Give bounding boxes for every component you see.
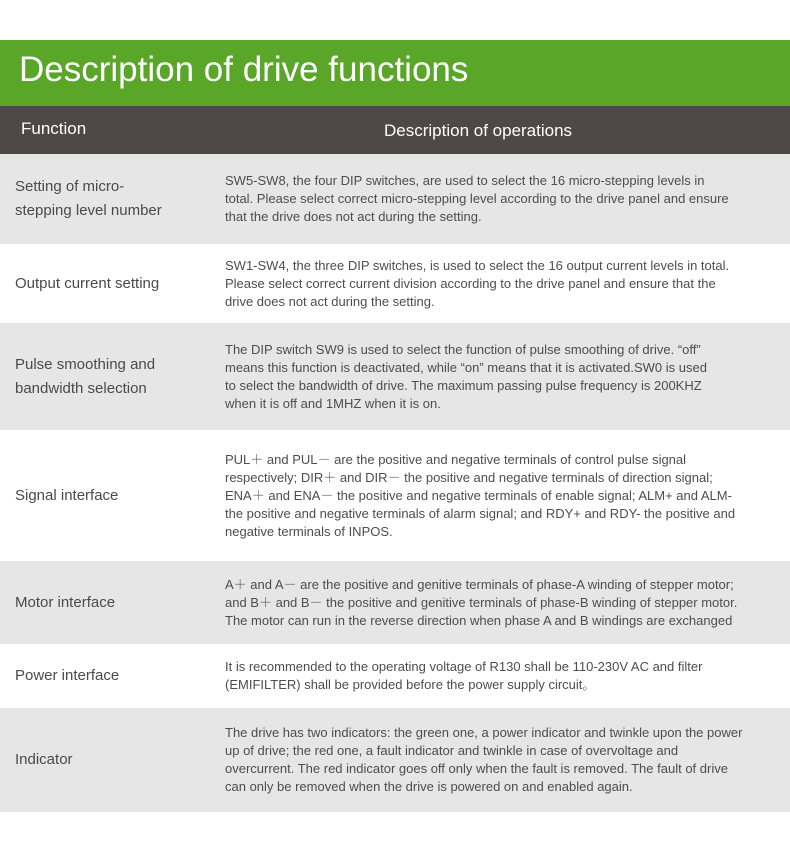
function-cell: Output current setting <box>15 274 160 292</box>
table-row <box>0 154 790 244</box>
function-cell: Setting of micro- stepping level number <box>15 178 162 219</box>
description-cell: PUL＋ and PUL－ are the positive and negative terminals of control pulse signal respectively; DIR＋ and DIR－ the positive and negative terminals of direction signal; ENA＋ and ENA－ the positive and negative terminals of enable signal; ALM+ and ALM- the positive and negative terminals of alarm signal; and RDY+ and RDY- the positive and negative terminals of INPOS. <box>225 451 736 539</box>
description-cell: A＋ and A－ are the positive and genitive terminals of phase-A winding of stepper motor; and B＋ and B－ the positive and genitive terminals of phase-B winding of stepper motor. The motor can run in the reverse direction when phase A and B windings are exchanged <box>225 576 738 628</box>
table-row <box>0 644 790 708</box>
function-cell: Indicator <box>15 751 73 768</box>
table-row <box>0 561 790 644</box>
page-title: Description of drive functions <box>0 40 790 106</box>
description-column-header: Description of operations <box>384 121 573 140</box>
description-cell: It is recommended to the operating voltage of R130 shall be 110-230V AC and filter (EMIFILTER) shall be provided before the power supply circuit。 <box>225 659 703 692</box>
function-column-header: Function <box>21 119 87 138</box>
description-cell: SW5-SW8, the four DIP switches, are used to select the 16 micro-stepping levels in total. Please select correct micro-stepping level according to the drive panel and ensure that the drive does not act during the setting. <box>225 173 729 224</box>
function-cell: Pulse smoothing and bandwidth selection <box>15 355 156 397</box>
table-row <box>0 708 790 812</box>
table-row <box>0 430 790 561</box>
function-cell: Motor interface <box>15 593 116 611</box>
table-row <box>0 323 790 430</box>
description-cell: The drive has two indicators: the green one, a power indicator and twinkle upon the power up of drive; the red one, a fault indicator and twinkle in case of overvoltage and overcurrent. The red indicator goes off only when the fault is removed. The fault of drive can only be removed when the drive is powered on and enabled again. <box>225 725 743 794</box>
function-cell: Signal interface <box>15 486 119 504</box>
table-header <box>0 106 790 154</box>
description-cell: The DIP switch SW9 is used to select the function of pulse smoothing of drive. “off” means this function is deactivated, while “on” means that it is activated.SW0 is used to select the bandwidth of drive. The maximum passing pulse frequency is 200KHZ when it is off and 1MHZ when it is on. <box>225 341 707 411</box>
description-cell: SW1-SW4, the three DIP switches, is used to select the 16 output current levels in total. Please select correct current division according to the drive panel and ensure that the drive does not act during the setting. <box>225 257 730 309</box>
function-cell: Power interface <box>15 667 120 684</box>
table-row <box>0 244 790 323</box>
